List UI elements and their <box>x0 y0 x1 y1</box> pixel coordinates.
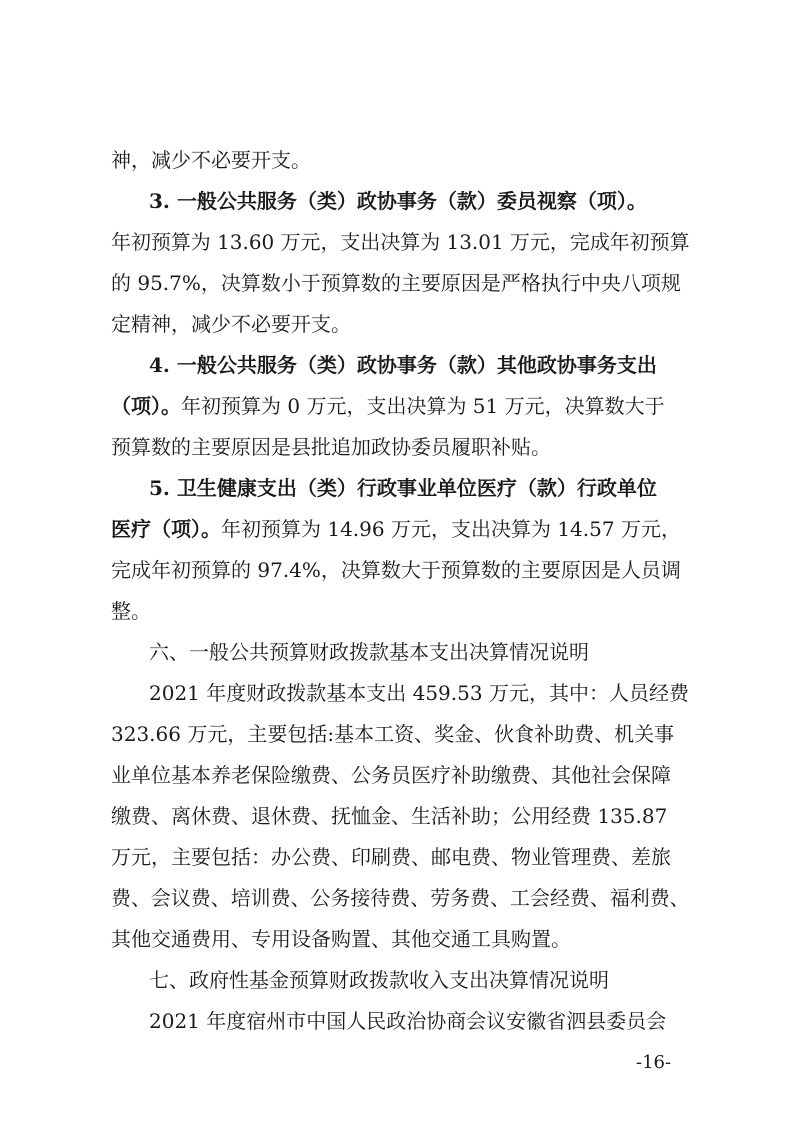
body-line: 年初预算为 13.60 万元，支出决算为 13.01 万元，完成年初预算 <box>111 230 690 254</box>
body-text: 年初预算为 0 万元，支出决算为 51 万元，决算数大于 <box>181 394 665 418</box>
section-heading: 六、一般公共预算财政拨款基本支出决算情况说明 <box>149 640 589 664</box>
body-line: 费、会议费、培训费、公务接待费、劳务费、工会经费、福利费、 <box>111 886 690 910</box>
body-line: 323.66 万元，主要包括:基本工资、奖金、伙食补助费、机关事 <box>111 722 675 746</box>
section-heading: 七、政府性基金预算财政拨款收入支出决算情况说明 <box>149 968 609 992</box>
body-text: 年初预算为 14.96 万元，支出决算为 14.57 万元， <box>221 517 681 541</box>
body-line: 2021 年度财政拨款基本支出 459.53 万元，其中：人员经费 <box>149 681 689 705</box>
body-line: 缴费、离休费、退休费、抚恤金、生活补助；公用经费 135.87 <box>111 804 668 828</box>
body-line: 的 95.7%，决算数小于预算数的主要原因是严格执行中央八项规 <box>111 271 681 295</box>
body-line: 其他交通费用、专用设备购置、其他交通工具购置。 <box>111 927 571 951</box>
body-line: 定精神，减少不必要开支。 <box>111 312 351 336</box>
item-heading: 3. 一般公共服务（类）政协事务（款）委员视察（项）。 <box>149 189 647 213</box>
body-line: 预算数的主要原因是县批追加政协委员履职补贴。 <box>111 435 551 459</box>
body-line: 业单位基本养老保险缴费、公务员医疗补助缴费、其他社会保障 <box>111 763 671 787</box>
body-line: 万元，主要包括：办公费、印刷费、邮电费、物业管理费、差旅 <box>111 845 671 869</box>
body-line: 2021 年度宿州市中国人民政治协商会议安徽省泗县委员会 <box>149 1009 667 1033</box>
item-heading-tail: （项）。 <box>111 394 181 418</box>
body-line: 整。 <box>111 599 151 623</box>
body-line: 神，减少不必要开支。 <box>111 148 311 172</box>
body-line: 完成年初预算的 97.4%，决算数大于预算数的主要原因是人员调 <box>111 558 681 582</box>
item-heading-tail: 医疗（项）。 <box>111 517 221 541</box>
item-heading: 5. 卫生健康支出（类）行政事业单位医疗（款）行政单位 <box>149 476 657 500</box>
item-heading: 4. 一般公共服务（类）政协事务（款）其他政协事务支出 <box>149 353 657 377</box>
page-number: -16- <box>636 1052 672 1073</box>
